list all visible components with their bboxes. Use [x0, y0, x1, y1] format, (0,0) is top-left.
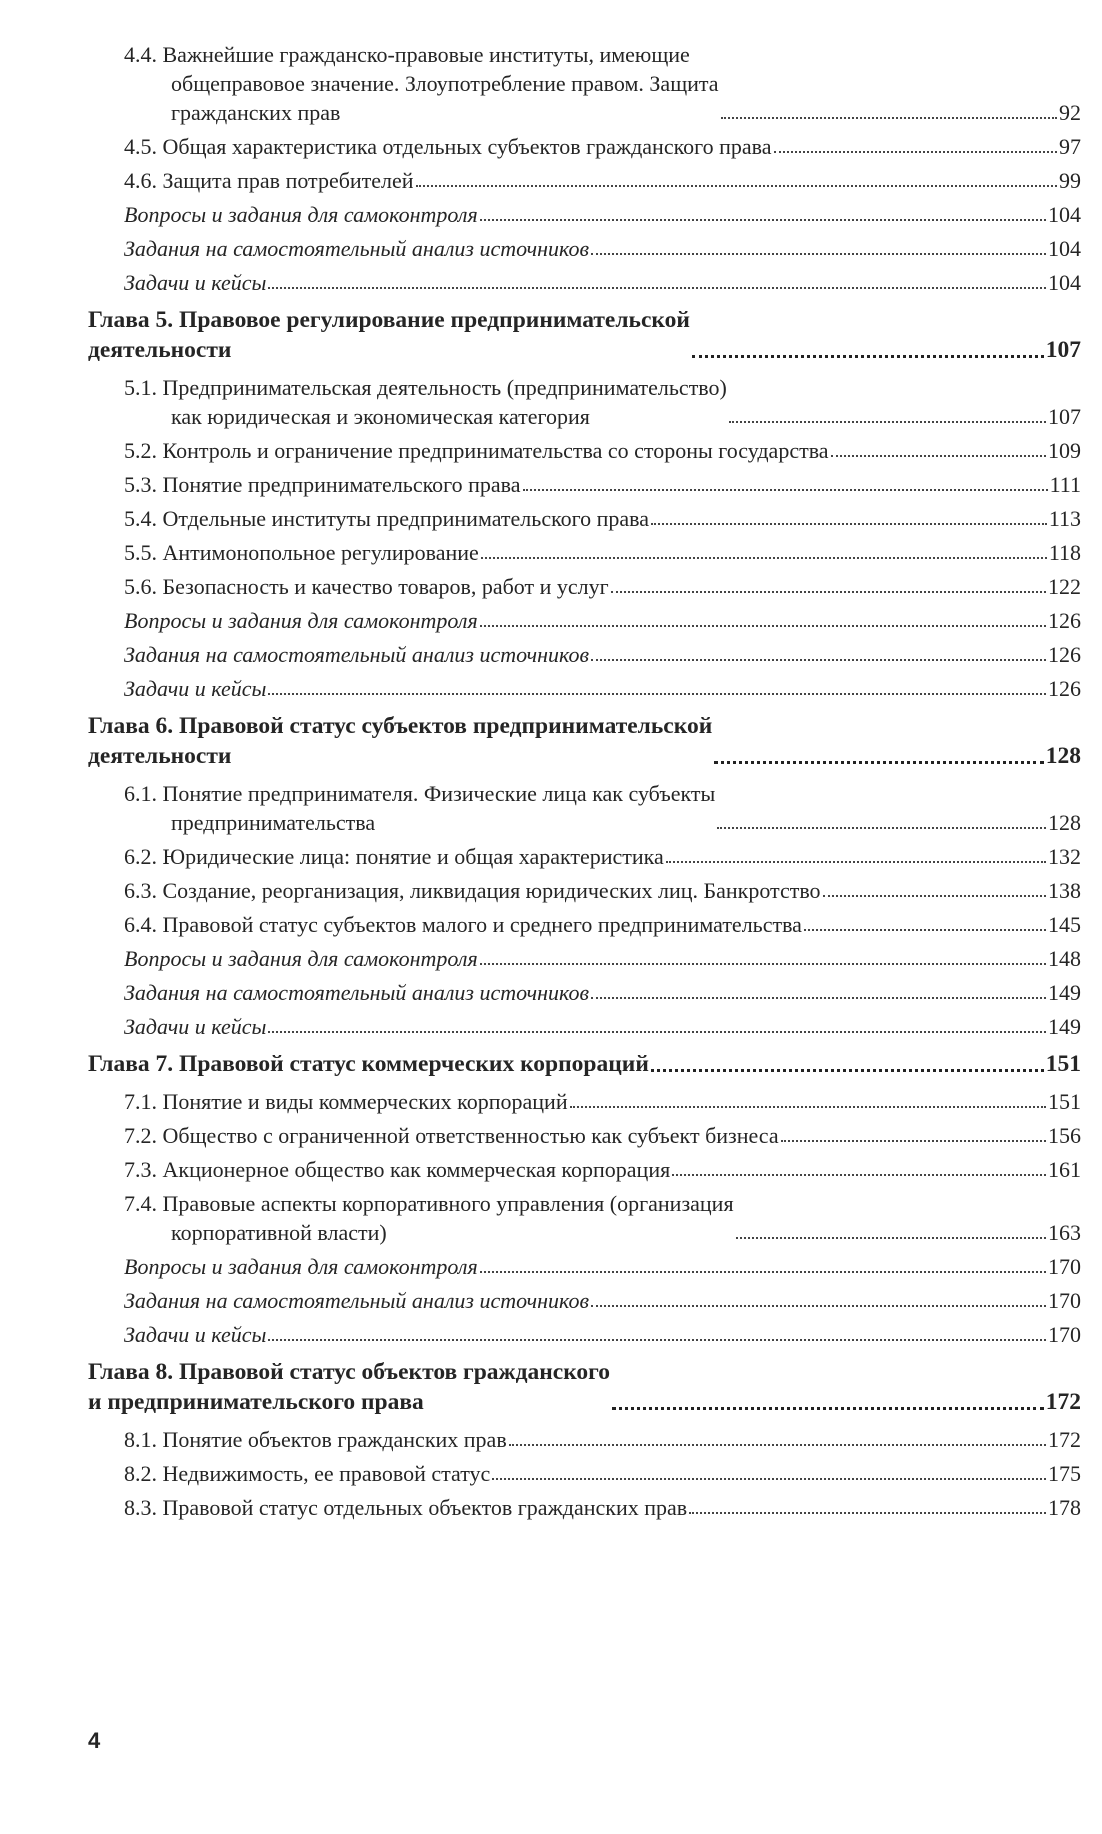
toc-page-number: 151: [1045, 1051, 1081, 1077]
dot-leader: [774, 151, 1057, 153]
toc-section-entry: [88, 1155, 1081, 1184]
toc-section-entry: [88, 166, 1081, 195]
dot-leader: [591, 997, 1046, 999]
toc-entry-title-line: 7.2. Общество с ограниченной ответственностью как субъект бизнеса: [124, 1123, 779, 1148]
toc-exercise-entry: [88, 268, 1081, 297]
toc-entry-title: [124, 1012, 266, 1041]
dot-leader: [480, 625, 1046, 627]
toc-entry-title: [124, 1252, 478, 1281]
toc-chapter-entry: [88, 305, 1081, 365]
toc-exercise-entry: [88, 1320, 1081, 1349]
toc-page-number: 175: [1048, 1461, 1081, 1486]
toc-entry-title: [124, 674, 266, 703]
toc-page-number: 170: [1048, 1322, 1081, 1347]
toc-entry-title-line: Задачи и кейсы: [124, 676, 267, 701]
dot-leader: [591, 253, 1046, 255]
toc-exercise-entry: [88, 1252, 1081, 1281]
toc-entry-title-line: Задания на самостоятельный анализ источников: [124, 642, 590, 667]
dot-leader: [611, 591, 1046, 593]
toc-entry-title-line: 8.2. Недвижимость, ее правовой статус: [124, 1461, 491, 1486]
toc-page-number: 151: [1048, 1089, 1081, 1114]
toc-entry-title-line: Задачи и кейсы: [124, 1014, 267, 1039]
toc-entry-title: [124, 40, 719, 127]
toc-entry-title: [88, 1357, 610, 1417]
toc-entry-title-line: 7.1. Понятие и виды коммерческих корпораций: [124, 1089, 568, 1114]
toc-page-number: 107: [1045, 337, 1081, 363]
toc-page-number: 104: [1048, 236, 1081, 261]
toc-entry-title: [124, 234, 589, 263]
toc-exercise-entry: [88, 944, 1081, 973]
toc-page-number: 163: [1048, 1220, 1081, 1245]
toc-entry-title-line: 6.3. Создание, реорганизация, ликвидация юридических лиц. Банкротство: [124, 878, 821, 903]
toc-section-entry: [88, 504, 1081, 533]
toc-entry-title: [124, 606, 478, 635]
toc-exercise-entry: [88, 234, 1081, 263]
toc-section-entry: [88, 436, 1081, 465]
toc-entry-title: [124, 1121, 779, 1150]
toc-entry-title-line: 6.2. Юридические лица: понятие и общая характеристика: [124, 844, 664, 869]
toc-entry-title-line: 7.4. Правовые аспекты корпоративного управления (организация: [124, 1191, 734, 1216]
dot-leader: [736, 1237, 1046, 1239]
toc-page-number: 156: [1048, 1123, 1081, 1148]
toc-entry-title: [124, 572, 609, 601]
toc-entry-title: [88, 305, 690, 365]
dot-leader: [831, 455, 1046, 457]
dot-leader: [714, 761, 1044, 764]
toc-entry-title: [124, 1459, 490, 1488]
toc-entry-title-line: Глава 7. Правовой статус коммерческих корпораций: [88, 1051, 649, 1077]
toc-entry-title-line: 4.6. Защита прав потребителей: [124, 168, 414, 193]
toc-entry-title-line: Задачи и кейсы: [124, 1322, 267, 1347]
toc-page-number: 122: [1048, 574, 1081, 599]
toc-section-entry: [88, 40, 1081, 127]
toc-entry-title: [124, 978, 589, 1007]
toc-page-number: 138: [1048, 878, 1081, 903]
toc-entry-title: [124, 436, 829, 465]
toc-page-number: 104: [1048, 270, 1081, 295]
toc-entry-title-line: 4.5. Общая характеристика отдельных субъектов гражданского права: [124, 134, 772, 159]
toc-entry-title-line: Вопросы и задания для самоконтроля: [124, 202, 478, 227]
toc-entry-title-line: 5.5. Антимонопольное регулирование: [124, 540, 479, 565]
toc-page-number: 104: [1048, 202, 1081, 227]
toc-entry-title-line: Глава 8. Правовой статус объектов гражданского: [88, 1359, 611, 1385]
dot-leader: [492, 1478, 1046, 1480]
toc-entry-title-line: 5.6. Безопасность и качество товаров, работ и услуг: [124, 574, 609, 599]
toc-entry-title-line: Задания на самостоятельный анализ источников: [124, 980, 590, 1005]
toc-section-entry: [88, 842, 1081, 871]
toc-section-entry: [88, 538, 1081, 567]
toc-entry-title-line: 4.4. Важнейшие гражданско-правовые институты, имеющие: [124, 42, 690, 67]
toc-page-number: 97: [1059, 134, 1081, 159]
toc-entry-title: [124, 1087, 568, 1116]
toc-page-number: 161: [1048, 1157, 1081, 1182]
toc-entry-title-line: 6.4. Правовой статус субъектов малого и среднего предпринимательства: [124, 912, 802, 937]
toc-page-number: 149: [1048, 980, 1081, 1005]
toc-entry-title: [88, 711, 712, 771]
toc-entry-title-line: предпринимательства: [171, 810, 376, 835]
toc-entry-title: [124, 373, 727, 431]
toc-exercise-entry: [88, 674, 1081, 703]
toc-page-number: 99: [1059, 168, 1081, 193]
toc-page-number: 170: [1048, 1254, 1081, 1279]
dot-leader: [666, 861, 1046, 863]
toc-entry-title-line: Вопросы и задания для самоконтроля: [124, 1254, 478, 1279]
dot-leader: [268, 693, 1046, 695]
toc-page-number: 126: [1048, 676, 1081, 701]
dot-leader: [480, 219, 1046, 221]
dot-leader: [268, 1031, 1046, 1033]
table-of-contents: [88, 40, 1081, 1527]
toc-entry-title: [124, 504, 649, 533]
toc-entry-title-line: как юридическая и экономическая категория: [171, 404, 590, 429]
dot-leader: [692, 355, 1044, 358]
dot-leader: [729, 421, 1046, 423]
toc-page-number: 92: [1059, 100, 1081, 125]
toc-page-number: 170: [1048, 1288, 1081, 1313]
toc-section-entry: [88, 1493, 1081, 1522]
dot-leader: [268, 287, 1046, 289]
toc-entry-title: [124, 1286, 589, 1315]
dot-leader: [651, 1069, 1044, 1072]
dot-leader: [804, 929, 1046, 931]
toc-entry-title-line: Вопросы и задания для самоконтроля: [124, 608, 478, 633]
toc-entry-title: [124, 640, 589, 669]
toc-section-entry: [88, 1425, 1081, 1454]
toc-section-entry: [88, 779, 1081, 837]
toc-exercise-entry: [88, 606, 1081, 635]
toc-entry-title: [124, 944, 478, 973]
toc-entry-title: [124, 910, 802, 939]
dot-leader: [591, 1305, 1046, 1307]
toc-section-entry: [88, 876, 1081, 905]
toc-section-entry: [88, 572, 1081, 601]
dot-leader: [416, 185, 1057, 187]
toc-entry-title-line: Задания на самостоятельный анализ источников: [124, 1288, 590, 1313]
toc-section-entry: [88, 132, 1081, 161]
toc-entry-title-line: 7.3. Акционерное общество как коммерческая корпорация: [124, 1157, 671, 1182]
toc-entry-title: [124, 842, 664, 871]
toc-page-number: 148: [1048, 946, 1081, 971]
toc-entry-title: [124, 166, 414, 195]
toc-page-number: 118: [1048, 540, 1081, 565]
toc-entry-title-line: общеправовое значение. Злоупотребление правом. Защита: [171, 71, 719, 96]
dot-leader: [823, 895, 1046, 897]
toc-entry-title: [124, 1425, 507, 1454]
toc-entry-title: [124, 1189, 734, 1247]
toc-page-number: 109: [1048, 438, 1081, 463]
toc-entry-title-line: 5.4. Отдельные институты предпринимательского права: [124, 506, 650, 531]
dot-leader: [268, 1339, 1046, 1341]
dot-leader: [591, 659, 1046, 661]
toc-page-number: 113: [1048, 506, 1081, 531]
toc-page-number: 172: [1045, 1389, 1081, 1415]
toc-entry-title: [124, 1493, 687, 1522]
toc-page-number: 126: [1048, 608, 1081, 633]
dot-leader: [689, 1512, 1046, 1514]
toc-entry-title-line: Задания на самостоятельный анализ источников: [124, 236, 590, 261]
toc-section-entry: [88, 1189, 1081, 1247]
dot-leader: [781, 1140, 1046, 1142]
dot-leader: [570, 1106, 1046, 1108]
toc-entry-title: [124, 876, 821, 905]
toc-chapter-entry: [88, 711, 1081, 771]
toc-entry-title-line: Вопросы и задания для самоконтроля: [124, 946, 478, 971]
toc-page-number: 107: [1048, 404, 1081, 429]
toc-entry-title: [124, 1320, 266, 1349]
toc-entry-title-line: 5.1. Предпринимательская деятельность (предпринимательство): [124, 375, 727, 400]
toc-exercise-entry: [88, 1286, 1081, 1315]
toc-section-entry: [88, 910, 1081, 939]
toc-page-number: 126: [1048, 642, 1081, 667]
toc-chapter-entry: [88, 1357, 1081, 1417]
dot-leader: [480, 963, 1046, 965]
toc-entry-title-line: и предпринимательского права: [88, 1389, 424, 1415]
toc-exercise-entry: [88, 640, 1081, 669]
toc-chapter-entry: [88, 1049, 1081, 1079]
toc-entry-title: [124, 470, 521, 499]
toc-page-number: 149: [1048, 1014, 1081, 1039]
toc-page-number: 145: [1048, 912, 1081, 937]
toc-exercise-entry: [88, 1012, 1081, 1041]
toc-exercise-entry: [88, 978, 1081, 1007]
toc-entry-title-line: корпоративной власти): [171, 1220, 387, 1245]
dot-leader: [480, 1271, 1046, 1273]
toc-entry-title: [124, 200, 478, 229]
dot-leader: [509, 1444, 1046, 1446]
toc-entry-title-line: деятельности: [88, 337, 232, 363]
toc-page-number: 128: [1045, 743, 1081, 769]
toc-page-number: 172: [1048, 1427, 1081, 1452]
toc-section-entry: [88, 1459, 1081, 1488]
toc-page-number: 132: [1048, 844, 1081, 869]
toc-entry-title: [124, 779, 715, 837]
toc-entry-title-line: гражданских прав: [171, 100, 341, 125]
toc-entry-title-line: 5.3. Понятие предпринимательского права: [124, 472, 521, 497]
toc-entry-title-line: Задачи и кейсы: [124, 270, 267, 295]
toc-entry-title-line: Глава 5. Правовое регулирование предпринимательской: [88, 307, 690, 333]
toc-page-number: 178: [1048, 1495, 1081, 1520]
toc-section-entry: [88, 1121, 1081, 1150]
dot-leader: [481, 557, 1047, 559]
toc-entry-title-line: 8.3. Правовой статус отдельных объектов гражданских прав: [124, 1495, 688, 1520]
toc-page-number: 128: [1048, 810, 1081, 835]
toc-section-entry: [88, 470, 1081, 499]
toc-entry-title-line: 8.1. Понятие объектов гражданских прав: [124, 1427, 507, 1452]
toc-entry-title-line: деятельности: [88, 743, 232, 769]
dot-leader: [651, 523, 1047, 525]
toc-entry-title: [124, 132, 772, 161]
dot-leader: [523, 489, 1048, 491]
toc-entry-title: [124, 538, 479, 567]
dot-leader: [717, 827, 1046, 829]
page-number: 4: [88, 1728, 101, 1753]
toc-entry-title: [124, 268, 266, 297]
toc-page-number: 111: [1049, 472, 1081, 497]
toc-entry-title: [88, 1049, 649, 1079]
toc-entry-title-line: 5.2. Контроль и ограничение предпринимательства со стороны государства: [124, 438, 829, 463]
toc-entry-title-line: Глава 6. Правовой статус субъектов предпринимательской: [88, 713, 713, 739]
toc-entry-title-line: 6.1. Понятие предпринимателя. Физические лица как субъекты: [124, 781, 716, 806]
toc-exercise-entry: [88, 200, 1081, 229]
toc-section-entry: [88, 373, 1081, 431]
toc-entry-title: [124, 1155, 670, 1184]
dot-leader: [612, 1407, 1044, 1410]
dot-leader: [721, 117, 1057, 119]
toc-section-entry: [88, 1087, 1081, 1116]
dot-leader: [672, 1174, 1046, 1176]
